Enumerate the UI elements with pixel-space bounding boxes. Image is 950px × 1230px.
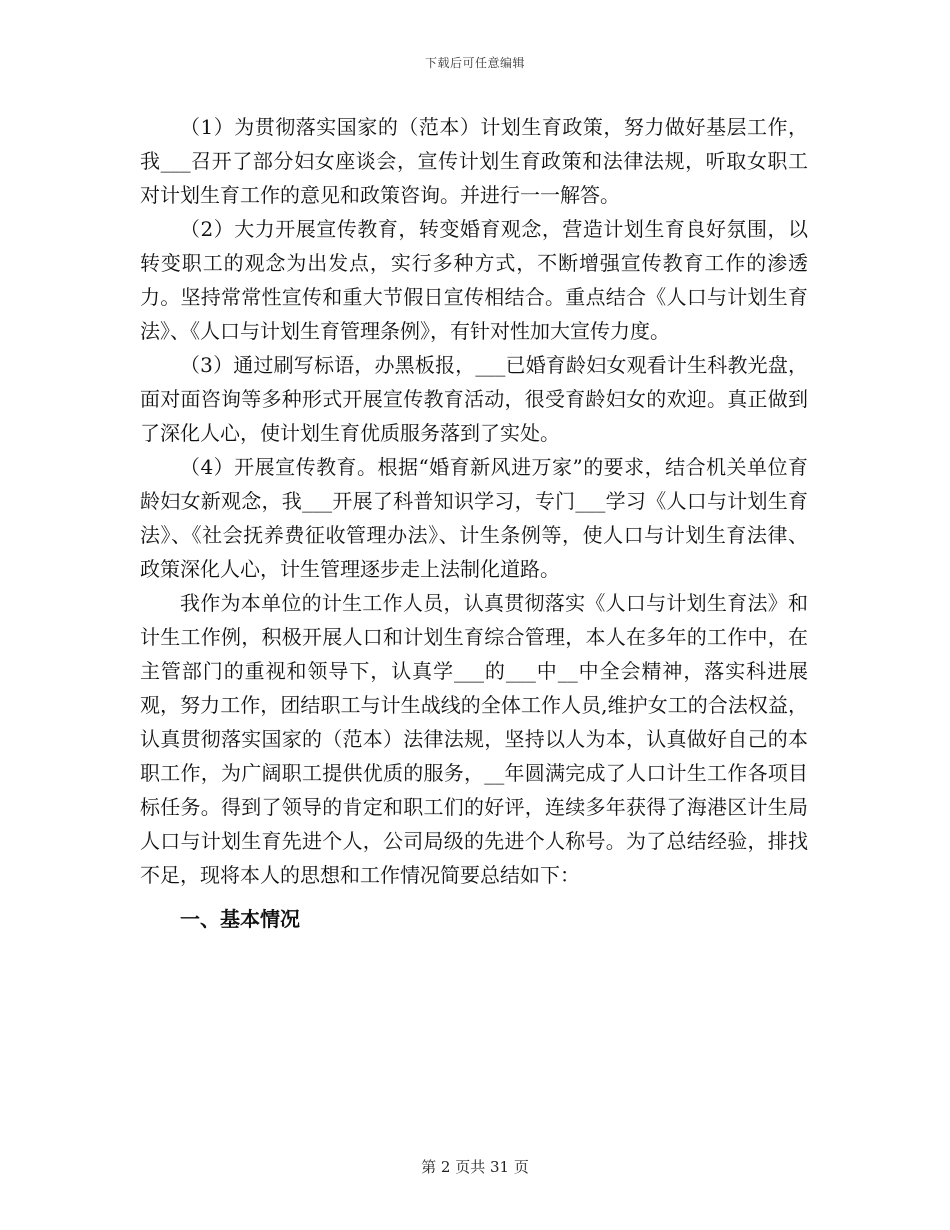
section-heading: 一、基本情况 xyxy=(180,907,300,931)
paragraph-4: （4）开展宣传教育。根据“婚育新风进万家”的要求，结合机关单位育龄妇女新观念，我___开展了科普知识学习，专门___学习《人口与计划生育法》、《社会抚养费征收管理办法》、计生条例等，使人口与计划生育法律、政策深化人心，计生管理逐步走上法制化道路。 xyxy=(140,455,808,581)
paragraph-5: 我作为本单位的计生工作人员，认真贯彻落实《人口与计划生育法》和计生工作例，积极开展人口和计划生育综合管理，本人在多年的工作中，在主管部门的重视和领导下，认真学___的___中__中全会精神，落实科进展观，努力工作，团结职工与计生战线的全体工作人员,维护女工的合法权益，认真贯彻落实国家的（范本）法律法规，坚持以人为本，认真做好自己的本职工作，为广阔职工提供优质的服务，__年圆满完成了人口计生工作各项目标任务。得到了领导的肯定和职工们的好评，连续多年获得了海港区计生局人口与计划生育先进个人，公司局级的先进个人称号。为了总结经验，排找不足，现将本人的思想和工作情况简要总结如下： xyxy=(140,591,808,887)
paragraph-1: （1）为贯彻落实国家的（范本）计划生育政策，努力做好基层工作，我___召开了部分妇女座谈会，宣传计划生育政策和法律法规，听取女职工对计划生育工作的意见和政策咨询。并进行一一解答。 xyxy=(140,115,808,207)
document-body xyxy=(140,110,808,936)
page-number: 第 2 页共 31 页 xyxy=(421,1158,529,1176)
paragraph-3: （3）通过刷写标语，办黑板报，___已婚育龄妇女观看计生科教光盘，面对面咨询等多种形式开展宣传教育活动，很受育龄妇女的欢迎。真正做到了深化人心，使计划生育优质服务落到了实处。 xyxy=(140,353,808,445)
page-header: 下载后可任意编辑 xyxy=(424,56,525,70)
paragraph-2: （2）大力开展宣传教育，转变婚育观念，营造计划生育良好氛围，以转变职工的观念为出发点，实行多种方式，不断增强宣传教育工作的渗透力。坚持常常性宣传和重大节假日宣传相结合。重点结合《人口与计划生育法》、《人口与计划生育管理条例》，有针对性加大宣传力度。 xyxy=(140,217,808,343)
